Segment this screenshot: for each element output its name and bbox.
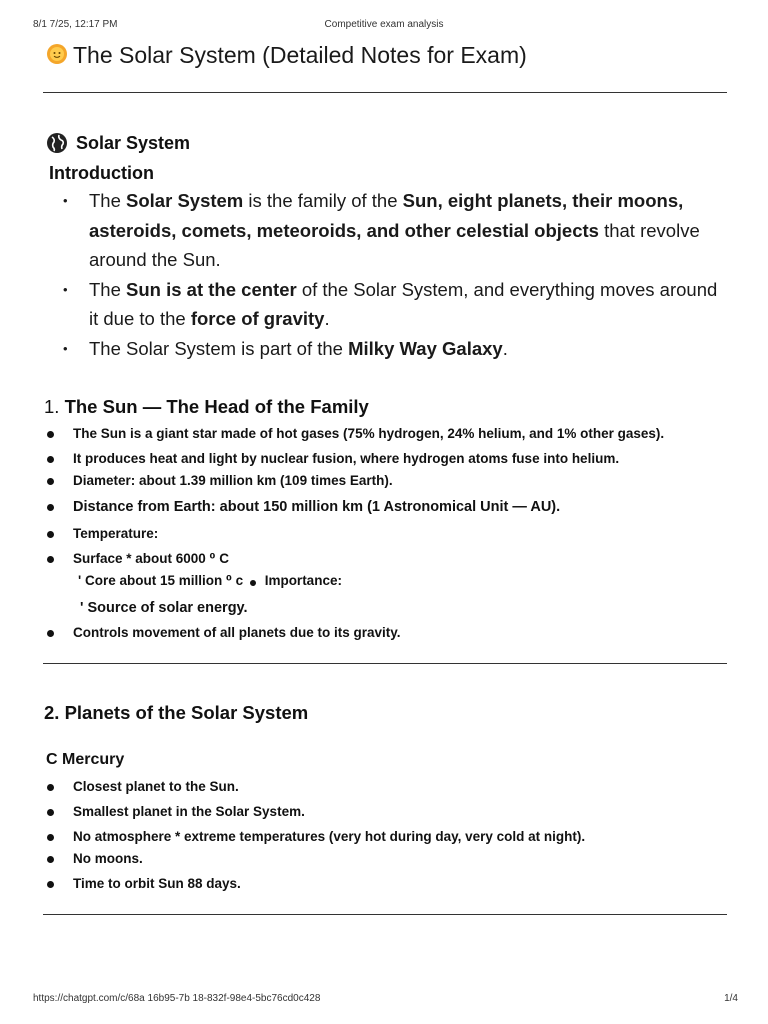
list-item-text: Smallest planet in the Solar System. (73, 804, 305, 819)
core-temperature-line (78, 573, 342, 589)
list-item-text: It produces heat and light by nuclear fusion, where hydrogen atoms fuse into helium. (73, 451, 620, 466)
bullet-icon (47, 630, 54, 637)
intro-list-item (60, 334, 730, 364)
source-energy-line: ' Source of solar energy. (80, 600, 248, 616)
bold-text: Sun is at the center (126, 278, 297, 300)
list-item-text: Surface * about 6000 ⁰ C (73, 551, 229, 566)
list-item-text: Time to orbit Sun 88 days. (73, 876, 241, 891)
divider (43, 914, 727, 915)
planets-section-title: 2. Planets of the Solar System (44, 702, 309, 723)
divider (43, 663, 727, 664)
text: . (502, 337, 508, 359)
section-heading-text: Solar System (76, 132, 191, 153)
list-item-text: The Sun is a giant star made of hot gases (75% hydrogen, 24% helium, and 1% other gases). (73, 426, 665, 441)
text: The (89, 278, 127, 300)
intro-label: Introduction (49, 163, 154, 183)
list-item-text: Distance from Earth: about 150 million km (1 Astronomical Unit — AU). (73, 499, 561, 515)
bullet-icon (47, 431, 54, 438)
bold-text: force of gravity (190, 308, 325, 329)
text: . (324, 308, 330, 329)
bold-text: Solar System (126, 190, 244, 211)
bullet-icon (47, 809, 54, 816)
bold-text: Sun, eight planets, their moons, asteroids, comets, meteoroids, and other celestial objects (89, 190, 684, 241)
bullet-icon (47, 504, 54, 511)
print-page-title: Competitive exam analysis (324, 19, 444, 30)
list-item-text: Temperature: (73, 526, 159, 541)
divider (43, 92, 727, 93)
list-item-text: Closest planet to the Sun. (73, 779, 239, 794)
globe-icon (46, 132, 68, 154)
list-item-text: No atmosphere * extreme temperatures (very hot during day, very cold at night). (73, 829, 586, 844)
bullet-icon (47, 856, 54, 863)
core-line-text: ' Core about 15 million ⁰ c (78, 573, 244, 588)
page-title (46, 42, 527, 69)
list-item-text: Controls movement of all planets due to its gravity. (73, 625, 401, 640)
page-title-text: The Solar System (Detailed Notes for Exam) (73, 42, 527, 68)
text: The (89, 190, 127, 211)
bullet-icon (47, 881, 54, 888)
bullet-icon (47, 478, 54, 485)
list-item-text: Diameter: about 1.39 million km (109 times Earth). (73, 473, 393, 488)
sun-section-title-text: The Sun — The Head of the Family (64, 396, 369, 417)
print-page-number: 1/4 (724, 993, 738, 1004)
bullet-icon (47, 456, 54, 463)
intro-list-item (60, 275, 730, 334)
text: The Solar System is part of the (89, 337, 349, 359)
list-item-text: No moons. (73, 851, 143, 866)
intro-list-item (60, 186, 730, 275)
bullet-icon (47, 556, 54, 563)
sun-section-title (44, 396, 369, 418)
text: that revolve around the Sun. (89, 219, 700, 270)
sun-face-icon (46, 43, 68, 65)
mercury-heading: C Mercury (46, 751, 125, 768)
section-heading (46, 132, 190, 154)
bullet-icon (47, 834, 54, 841)
text: is the family of the (243, 190, 403, 211)
importance-label: Importance: (264, 573, 342, 588)
text: of the Solar System, and everything moves around it due to the (89, 278, 718, 329)
print-datetime: 8/1 7/25, 12:17 PM (33, 19, 118, 30)
bullet-icon (47, 784, 54, 791)
sun-section-number: 1. (44, 396, 60, 417)
bold-text: Milky Way Galaxy (348, 337, 503, 359)
print-url: https://chatgpt.com/c/68a 16b95-7b 18-832f-98e4-5bc76cd0c428 (33, 993, 321, 1004)
bullet-icon (47, 531, 54, 538)
intro-list (60, 186, 730, 363)
bullet-icon (250, 580, 256, 586)
